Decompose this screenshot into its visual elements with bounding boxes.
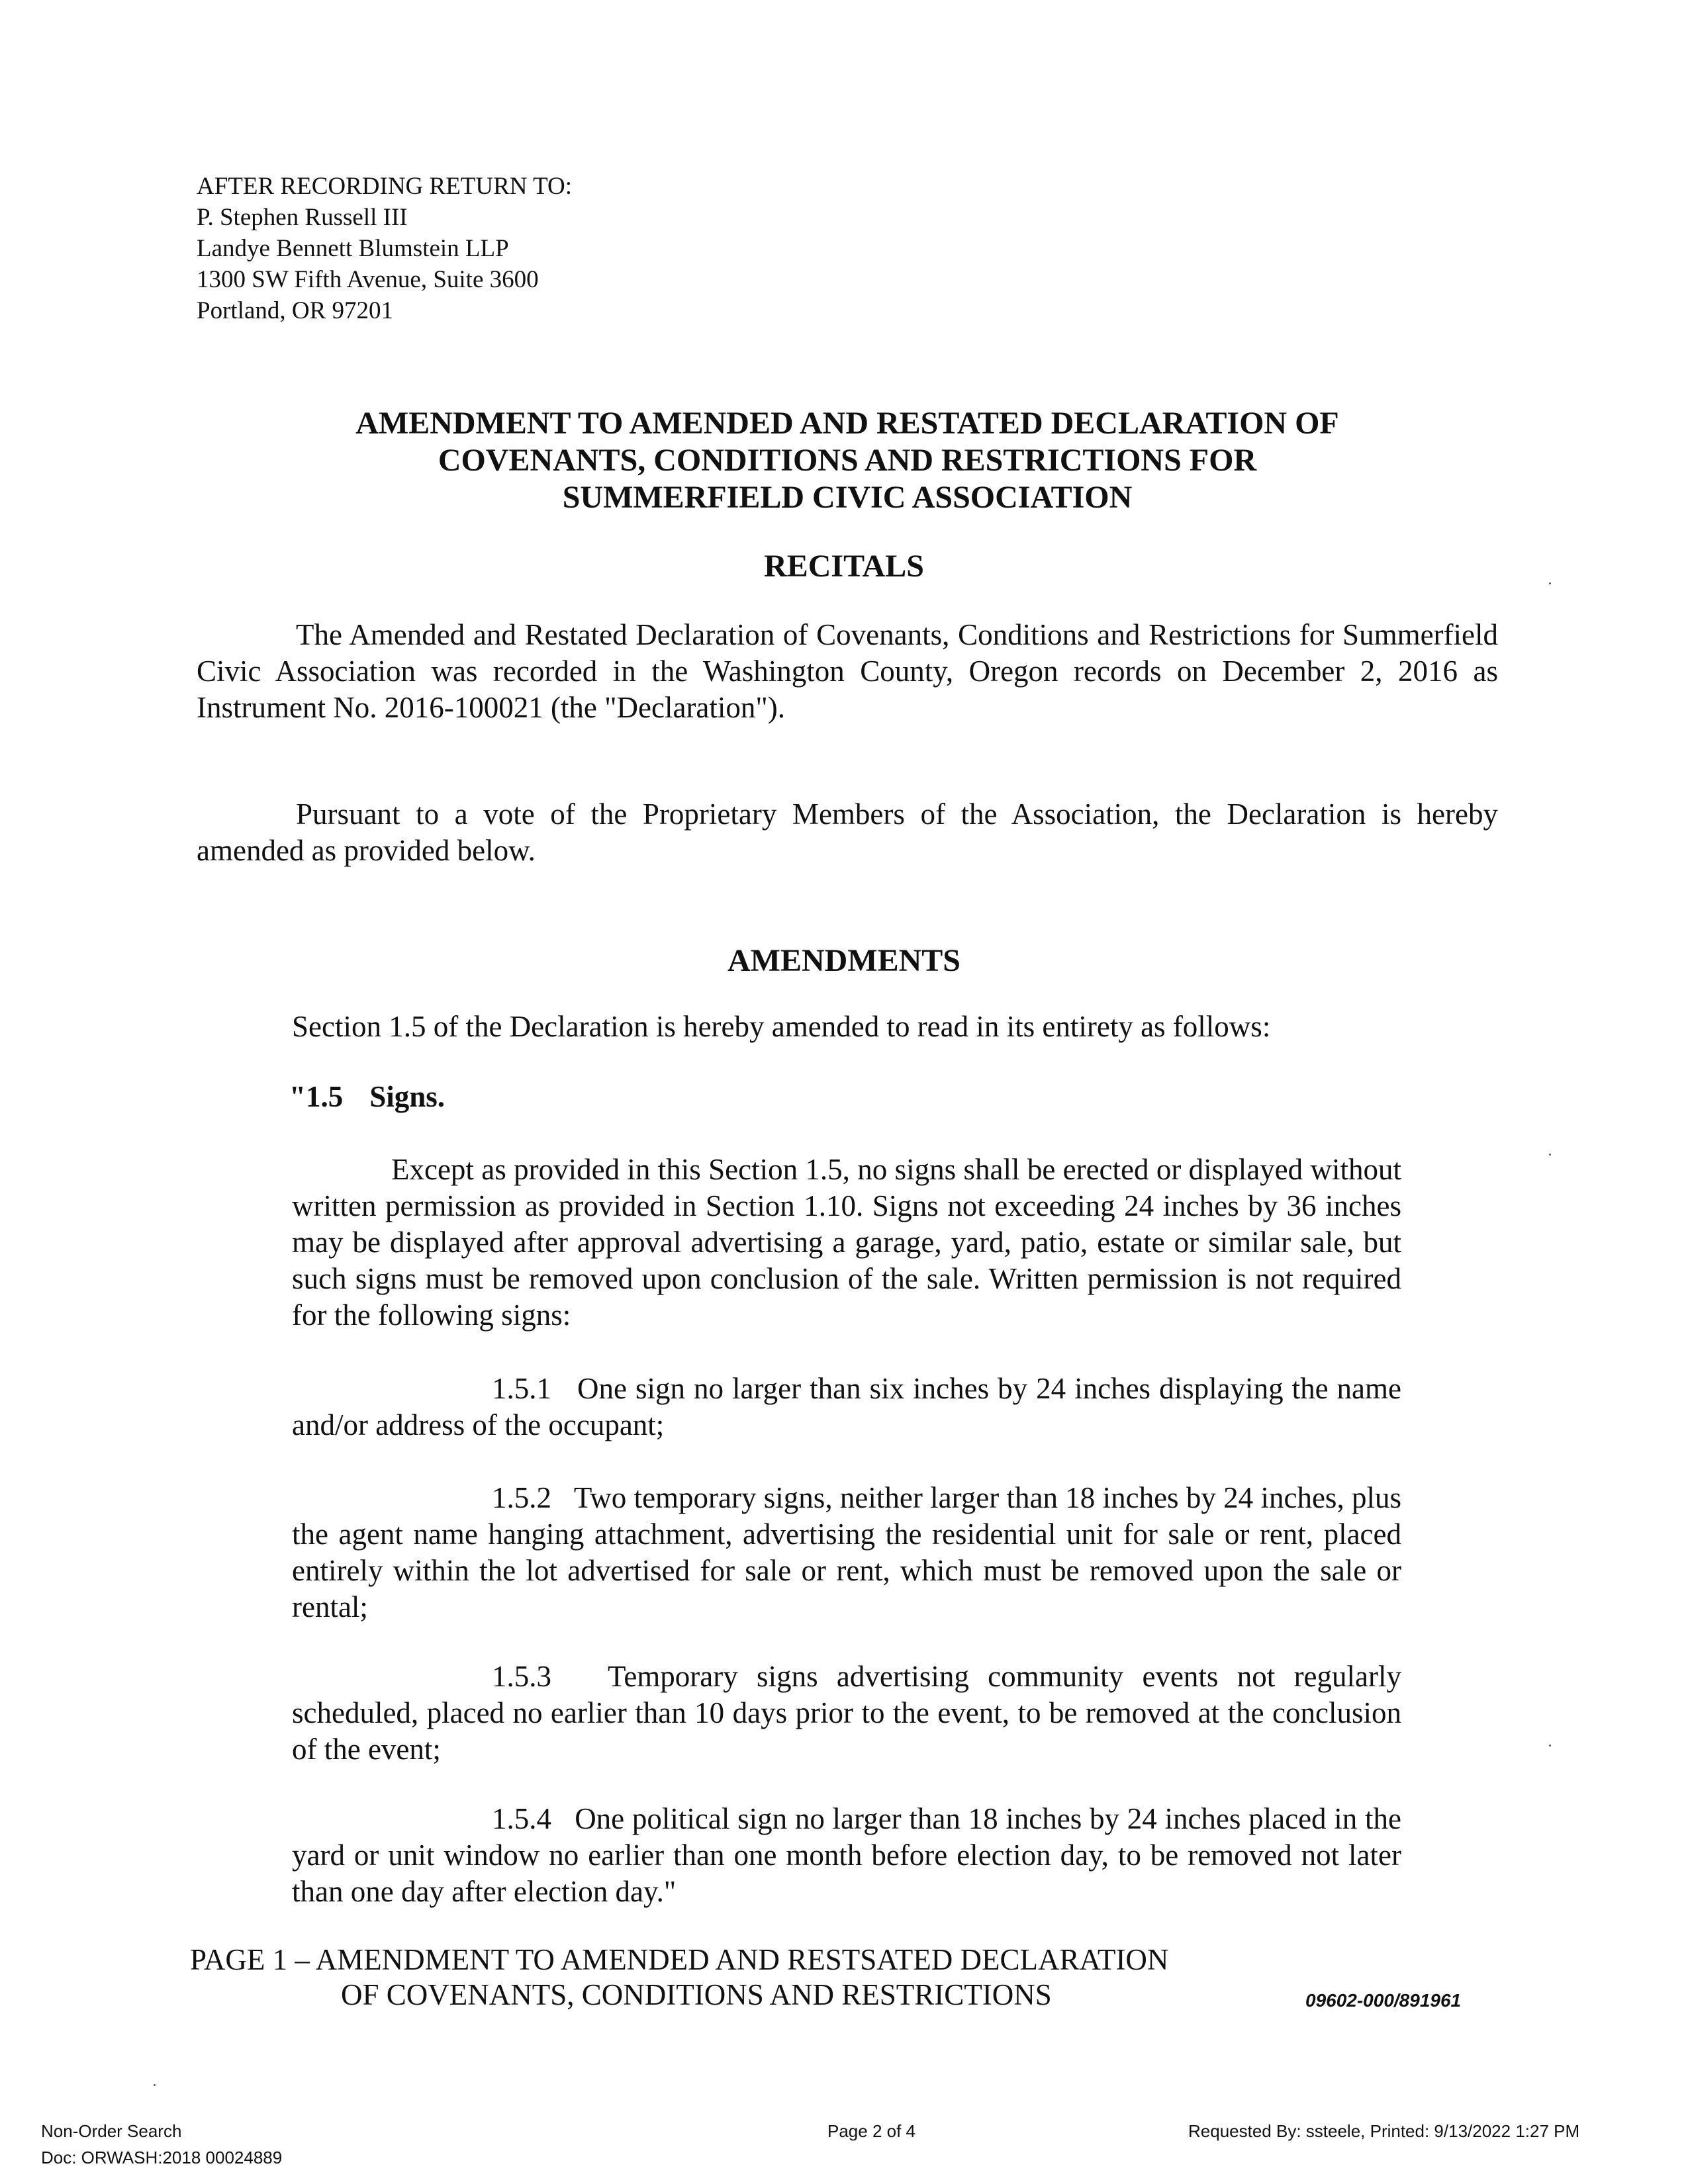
item-text: Two temporary signs, neither larger than 18 inches by 24 inches, plus the agent name hanging attachment, advertising the residential unit for sale or rent, placed entirely within the lot advertised for sale or rent, which must be removed upon the sale or rental; <box>292 1481 1402 1623</box>
section-body-paragraph: Except as provided in this Section 1.5, no signs shall be erected or displayed without written permission as provided in Section 1.10. Signs not exceeding 24 inches by 36 inches may be displayed after approval advertising a garage, yard, patio, estate or similar sale, but such signs must be removed upon conclusion of the sale. Written permission is not required for the following signs: <box>292 1153 1401 1332</box>
item-number: 1.5.1 <box>492 1372 551 1405</box>
scan-speck <box>154 2084 156 2086</box>
return-line-4: 1300 SW Fifth Avenue, Suite 3600 <box>197 266 539 293</box>
document-title-line-1: AMENDMENT TO AMENDED AND RESTATED DECLARATION OF <box>355 406 1339 441</box>
list-item <box>292 1480 1401 1625</box>
return-line-3: Landye Bennett Blumstein LLP <box>197 235 509 262</box>
page-footer-line-2: OF COVENANTS, CONDITIONS AND RESTRICTIONS <box>341 1978 1052 2011</box>
page-footer-line-1: PAGE 1 – AMENDMENT TO AMENDED AND RESTSATED DECLARATION <box>190 1943 1169 1976</box>
item-number: 1.5.4 <box>492 1802 551 1835</box>
section-heading <box>289 1079 445 1115</box>
scan-speck <box>1549 1154 1551 1156</box>
return-address-block <box>197 171 572 326</box>
doc-id-label: Doc: ORWASH:2018 00024889 <box>41 2148 283 2167</box>
print-info-bar <box>0 2115 1688 2184</box>
item-text: Temporary signs advertising community events not regularly scheduled, placed no earlier than 10 days prior to the event, to be removed at the conclusion of the event; <box>292 1660 1401 1766</box>
amendments-heading: AMENDMENTS <box>727 943 961 978</box>
page-counter: Page 2 of 4 <box>827 2121 915 2141</box>
item-number: 1.5.3 <box>492 1660 551 1693</box>
return-line-1: AFTER RECORDING RETURN TO: <box>197 173 573 200</box>
recitals-heading: RECITALS <box>764 549 924 584</box>
return-line-5: Portland, OR 97201 <box>197 297 394 324</box>
search-type-label: Non-Order Search <box>41 2121 182 2141</box>
requested-by-label: Requested By: ssteele, Printed: 9/13/2022 1:27 PM <box>1188 2121 1580 2141</box>
item-text: One sign no larger than six inches by 24 inches displaying the name and/or address of the occupant; <box>292 1372 1401 1441</box>
section-number: "1.5 <box>289 1080 344 1113</box>
return-line-2: P. Stephen Russell III <box>197 204 408 231</box>
item-text: One political sign no larger than 18 inches by 24 inches placed in the yard or unit window no earlier than one month before election day, to be removed not later than one day after election day." <box>292 1802 1401 1908</box>
list-item <box>292 1371 1401 1443</box>
section-title: Signs. <box>369 1080 445 1113</box>
recital-paragraph-2: Pursuant to a vote of the Proprietary Members of the Association, the Declaration is hereby amended as provided below. <box>197 797 1498 867</box>
recital-paragraph-1: The Amended and Restated Declaration of Covenants, Conditions and Restrictions for Summerfield Civic Association was recorded in the Washington County, Oregon records on December 2, 2016 as Instrument No. 2016-100021 (the "Declaration"). <box>197 618 1498 724</box>
item-number: 1.5.2 <box>492 1481 551 1514</box>
list-item <box>292 1659 1401 1768</box>
list-item <box>292 1801 1401 1910</box>
amendment-intro: Section 1.5 of the Declaration is hereby amended to read in its entirety as follows: <box>292 1010 1271 1043</box>
document-number: 09602-000/891961 <box>1305 1990 1462 2011</box>
scan-speck <box>1549 1745 1551 1747</box>
scan-speck <box>1549 582 1551 584</box>
document-title-line-2: COVENANTS, CONDITIONS AND RESTRICTIONS FOR <box>438 443 1257 478</box>
document-title-line-3: SUMMERFIELD CIVIC ASSOCIATION <box>562 480 1133 515</box>
